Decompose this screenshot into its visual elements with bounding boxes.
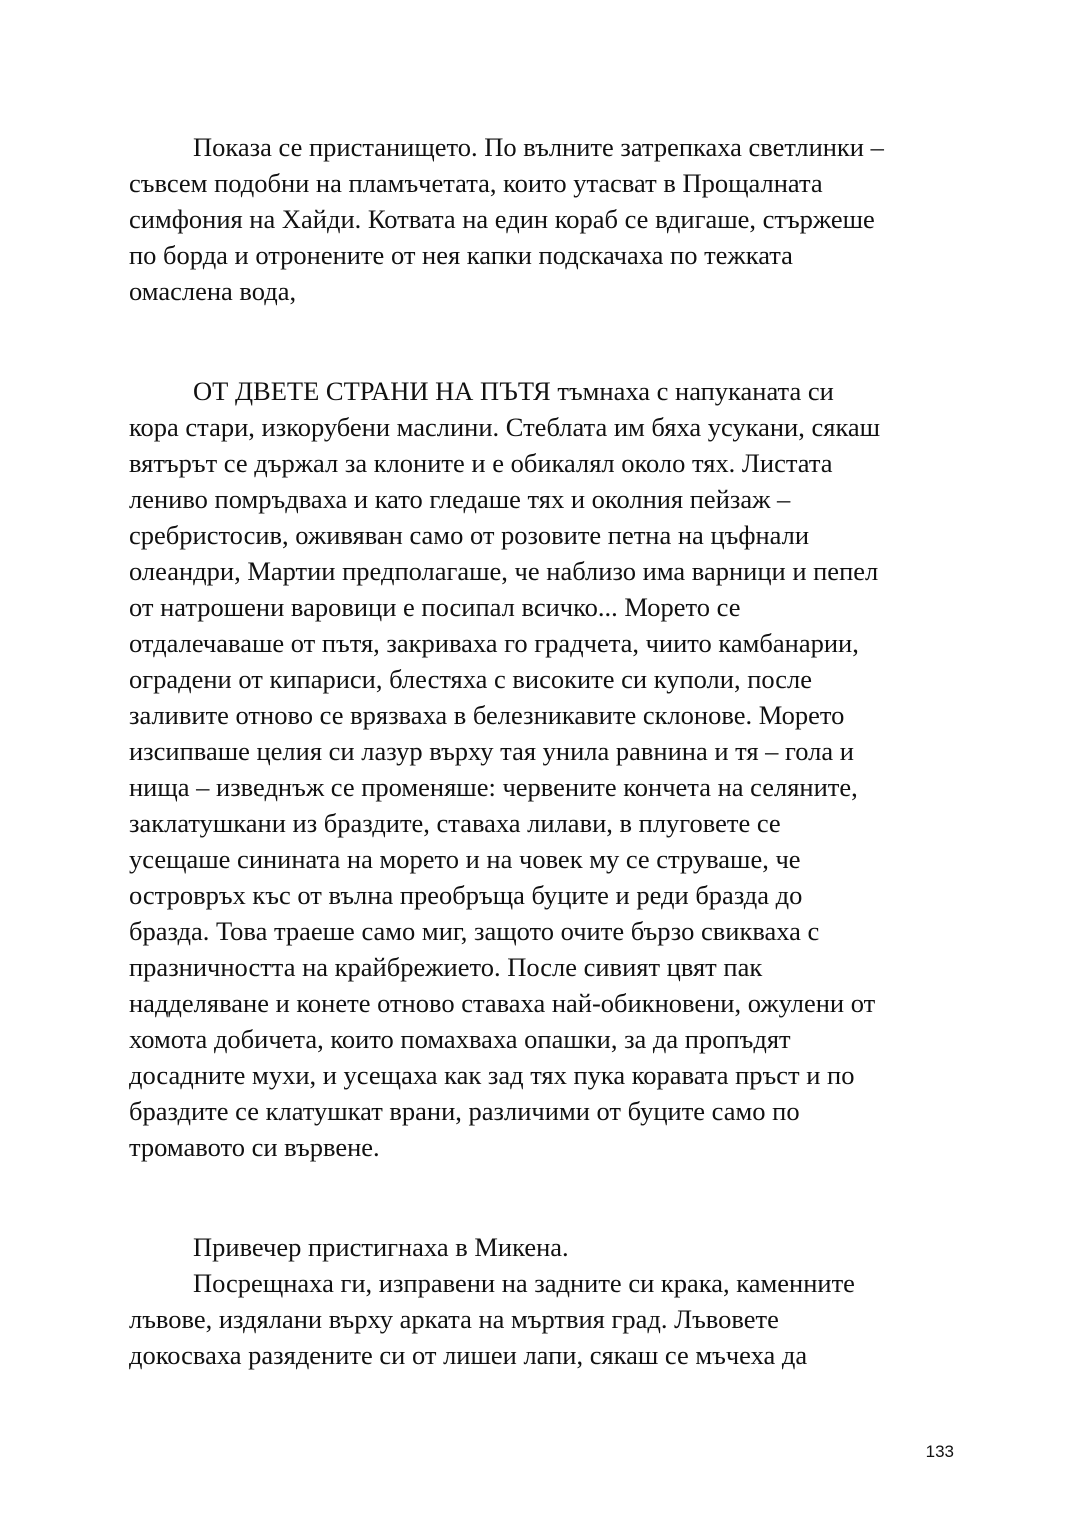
text-line: заливите отново се врязваха в белезникавите склонове. Морето: [129, 700, 845, 730]
text-line: браздите се клатушкат врани, различими от буците само по: [129, 1096, 800, 1126]
text-line: Привечер пристигнаха в Микена.: [193, 1232, 569, 1262]
text-line: Посрещнаха ги, изправени на задните си крака, каменните: [193, 1268, 855, 1298]
text-line: хомота добичета, които помахваха опашки, за да пропъдят: [129, 1024, 791, 1054]
text-line: Показа се пристанището. По вълните затрепкаха светлинки –: [193, 132, 884, 162]
text-line: празничността на крайбрежието. После сивият цвят пак: [129, 952, 763, 982]
text-line: изсипваше целия си лазур върху тая унила равнина и тя – гола и: [129, 736, 854, 766]
text-line: бразда. Това траеше само миг, защото очите бързо свикваха с: [129, 916, 820, 946]
paragraph-harbor: [129, 129, 957, 309]
page-number: 133: [925, 1442, 954, 1461]
text-line: нища – изведнъж се променяше: червените кончета на селяните,: [129, 772, 858, 802]
text-line: омаслена вода,: [129, 276, 297, 306]
paragraph-lions: [129, 1265, 957, 1373]
text-line: симфония на Хайди. Котвата на един кораб се вдигаше, стържеше: [129, 204, 875, 234]
text-line: досадните мухи, и усещаха как зад тях пука коравата пръст и по: [129, 1060, 855, 1090]
text-line: олеандри, Мартии предполагаше, че наблизо има варници и пепел: [129, 556, 879, 586]
text-line: по борда и отронените от нея капки подскачаха по тежката: [129, 240, 793, 270]
text-line: тромавото си вървене.: [129, 1132, 380, 1162]
text-line: надделяване и конете отново ставаха най-обикновени, ожулени от: [129, 988, 876, 1018]
text-line: заклатушкани из браздите, ставаха лилави, в плуговете се: [129, 808, 781, 838]
text-line: лъвове, издялани върху арката на мъртвия град. Лъвовете: [129, 1304, 779, 1334]
text-line: сребристосив, оживяван само от розовите петна на цъфнали: [129, 520, 810, 550]
text-line: съвсем подобни на пламъчетата, които утасват в Прощалната: [129, 168, 823, 198]
paragraph-arrival: [129, 1229, 957, 1265]
text-line: лениво помръдваха и като гледаше тях и околния пейзаж –: [129, 484, 791, 514]
text-line: отдалечаваше от пътя, закриваха го градчета, чиито камбанарии,: [129, 628, 859, 658]
text-line: ОТ ДВЕТЕ СТРАНИ НА ПЪТЯ тъмнаха с напуканата си: [193, 376, 834, 406]
text-line: оградени от кипариси, блестяха с високите си куполи, после: [129, 664, 813, 694]
text-line: от натрошени варовици е посипал всичко... Морето се: [129, 592, 741, 622]
paragraph-road: [129, 373, 957, 1165]
text-line: докосваха разядените си от лишеи лапи, сякаш се мъчеха да: [129, 1340, 808, 1370]
text-line: кора стари, изкорубени маслини. Стеблата им бяха усукани, сякаш: [129, 412, 881, 442]
text-line: островръх къс от вълна преобръща буците и реди бразда до: [129, 880, 803, 910]
text-line: вятърът се държал за клоните и е обикалял около тях. Листата: [129, 448, 833, 478]
text-line: усещаше синината на морето и на човек му се струваше, че: [129, 844, 801, 874]
